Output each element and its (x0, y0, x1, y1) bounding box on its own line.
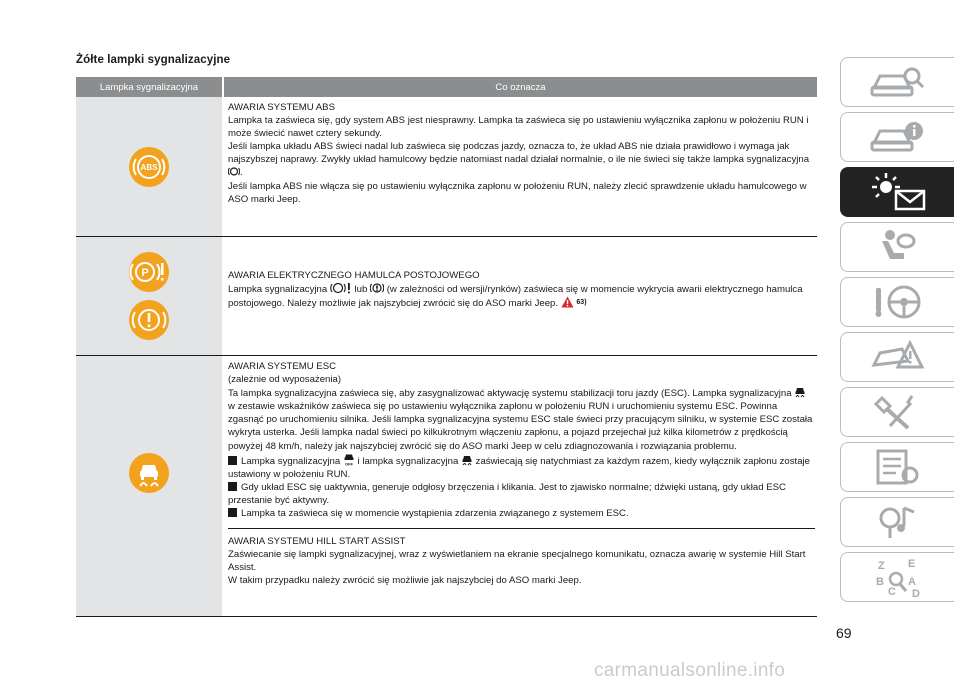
warning-triangle-icon (561, 296, 574, 308)
off-label: OFF (344, 461, 353, 466)
tab-multimedia[interactable] (840, 497, 954, 547)
steering-wheel-icon (868, 282, 928, 322)
table-row-epb (76, 237, 817, 356)
bullet-marker (228, 508, 237, 517)
hsa-para-2: W takim przypadku należy zwrócić się możliwie jak najszybciej do ASO marki Jeep. (228, 575, 582, 587)
tab-index[interactable] (840, 552, 954, 602)
abs-para-1: Lampka ta zaświeca się, gdy system ABS jest niesprawny. Lampka ta zaświeca się po ustawieniu wyłącznika zapłonu w położeniu RUN i może świecić nawet cztery sekundy. (228, 115, 809, 140)
esc-bullet-3 (228, 507, 815, 520)
warning-lights-table (76, 77, 817, 617)
header-meaning: Co oznacza (222, 77, 817, 97)
esc-car-inline-icon-2 (461, 454, 473, 466)
bullet-marker (228, 456, 237, 465)
reference-note: 63) (576, 299, 587, 307)
multimedia-icon (868, 502, 928, 542)
svg-text:E: E (907, 558, 915, 570)
abs-para-2-text: Jeśli lampka układu ABS świeci nadal lub zaświeca się podczas jazdy, oznacza to, że układ ABS nie działa prawidłowo i wymaga jak najszybszej naprawy. Zwykły układ hamulcowy będzie natomiast nadal działał normalnie, o ile nie świeci się także lampka sygnalizacyjna (228, 141, 810, 166)
epb-description (222, 237, 817, 355)
abs-title: AWARIA SYSTEMU ABS (228, 102, 335, 113)
page-number: 69 (836, 625, 852, 641)
warning-light-message-icon (866, 171, 930, 213)
abs-para-2: Jeśli lampka układu ABS świeci nadal lub zaświeca się podczas jazdy, oznacza to, że układ ABS nie działa prawidłowo i wymaga jak najszybszej naprawy. Zwykły układ hamulcowy będzie natomiast nadal działał normalnie, o ile nie świeci się także lampka sygnalizacyjna . (228, 141, 810, 179)
tab-maintenance[interactable] (840, 387, 954, 437)
esc-bullet-1a: Lampka sygnalizacyjna (241, 455, 341, 467)
table-row-abs (76, 97, 817, 237)
svg-text:C: C (887, 586, 896, 598)
table-row-esc (76, 356, 817, 617)
brake-inline-icon (228, 166, 240, 177)
esc-bullet-1 (228, 453, 815, 481)
hill-start-assist-block (228, 528, 815, 587)
hsa-para-1: Zaświecanie się lampki sygnalizacyjnej, wraz z wyświetlaniem na ekranie specjalnego komunikatu, oznacza awarię w systemie Hill Start Assist. (228, 549, 806, 574)
svg-text:A: A (907, 576, 916, 588)
esc-car-inline-icon (794, 386, 806, 398)
esc-bullet-2-text: Gdy układ ESC się uaktywnia, generuje odgłosy brzęczenia i klikania. Jest to zjawisko normalne; dźwięki ustaną, gdy układ ESC przestanie być aktywny. (228, 481, 786, 506)
esc-bullet-1b: i lampka sygnalizacyjna (357, 455, 459, 467)
esc-off-inline-icon (343, 453, 355, 466)
car-search-icon (868, 62, 928, 102)
parking-brake-p-warning-icon (128, 251, 170, 293)
tab-specifications[interactable] (840, 442, 954, 492)
epb-p-inline-icon (330, 282, 352, 294)
icon-cell (76, 356, 222, 616)
abs-para-3: Jeśli lampka ABS nie włącza się po ustawieniu wyłącznika zapłonu w położeniu RUN, należy zlecić sprawdzenie układu hamulcowego w ASO marki Jeep. (228, 180, 807, 205)
alphabetical-index-icon (868, 555, 928, 599)
emergency-car-icon (868, 337, 928, 377)
esc-text-1a: Ta lampka sygnalizacyjna zaświeca się, aby zasygnalizować aktywację systemu stabilizacji toru jazdy (ESC). Lampka sygnalizacyjna (228, 388, 792, 400)
esc-subtitle: (zależnie od wyposażenia) (228, 374, 342, 386)
epb-title: AWARIA ELEKTRYCZNEGO HAMULCA POSTOJOWEGO (228, 270, 480, 281)
epb-text-2: lub (354, 284, 368, 296)
p-label: P (141, 267, 149, 279)
esc-text-1b: w zestawie wskaźników zaświeca się po ustawieniu wyłącznika zapłonu w położeniu RUN i uruchomieniu systemu ESC. Powinna zgasnąć po uruchomieniu silnika. Jeśli lampka sygnalizacyjna systemu ESC stale świeci przy pracującym silniku, w systemie ESC została wykryta usterka. Jeśli lampka nadal świeci po kilkukrotnym włączeniu zapłonu, a pojazd przejechał już kilka kilometrów z prędkością powyżej 48 km/h, należy jak najszybciej zwrócić się do ASO marki Jeep w celu zdiagnozowania i rozwiązania problemu. (228, 401, 813, 452)
hsa-title: AWARIA SYSTEMU HILL START ASSIST (228, 536, 406, 548)
watermark: carmanualsonline.info (594, 660, 786, 681)
section-title: Żółte lampki sygnalizacyjne (76, 54, 231, 66)
abs-label: ABS (140, 162, 158, 172)
parking-brake-exclamation-warning-icon (128, 299, 170, 341)
esc-bullet-3-text: Lampka ta zaświeca się w momencie wystąpienia zdarzenia związanego z systemem ESC. (241, 508, 629, 520)
table-header (76, 77, 817, 97)
esc-para-1 (228, 386, 815, 452)
svg-text:B: B (875, 576, 884, 588)
tab-car-search[interactable] (840, 57, 954, 107)
epb-exclamation-inline-icon (370, 282, 384, 294)
tab-warning-lights[interactable] (840, 167, 954, 217)
chapter-tabs (840, 57, 956, 607)
abs-warning-icon (128, 146, 170, 188)
icon-cell (76, 97, 222, 236)
tab-safety[interactable] (840, 222, 954, 272)
abs-description (222, 97, 817, 236)
tab-emergency[interactable] (840, 332, 954, 382)
epb-text-1: Lampka sygnalizacyjna (228, 284, 328, 296)
tab-car-info[interactable] (840, 112, 954, 162)
esc-bullet-2 (228, 481, 815, 507)
icon-cell (76, 237, 222, 355)
esc-description (222, 356, 817, 616)
car-info-icon (868, 117, 928, 157)
svg-text:Z: Z (877, 560, 885, 572)
airbag-seat-icon (868, 227, 928, 267)
spec-sheet-icon (868, 447, 928, 487)
epb-text-3: (w zależności od wersji/rynków) zaświeca się w momencie wykrycia awarii elektrycznego hamulca postojowego. Należy możliwie jak najszybciej zwrócić się do ASO marki Jeep. (228, 284, 803, 310)
svg-text:D: D (911, 588, 920, 599)
esc-warning-icon (128, 452, 170, 494)
header-lamp: Lampka sygnalizacyjna (99, 81, 199, 93)
esc-bullet-1c: zaświecają się natychmiast za każdym razem, kiedy wyłącznik zapłonu zostaje ustawiony w położeniu RUN. (228, 455, 810, 480)
tab-driving[interactable] (840, 277, 954, 327)
esc-title: AWARIA SYSTEMU ESC (228, 361, 337, 372)
wrench-screwdriver-icon (868, 392, 928, 432)
bullet-marker (228, 482, 237, 491)
epb-para (228, 282, 815, 310)
